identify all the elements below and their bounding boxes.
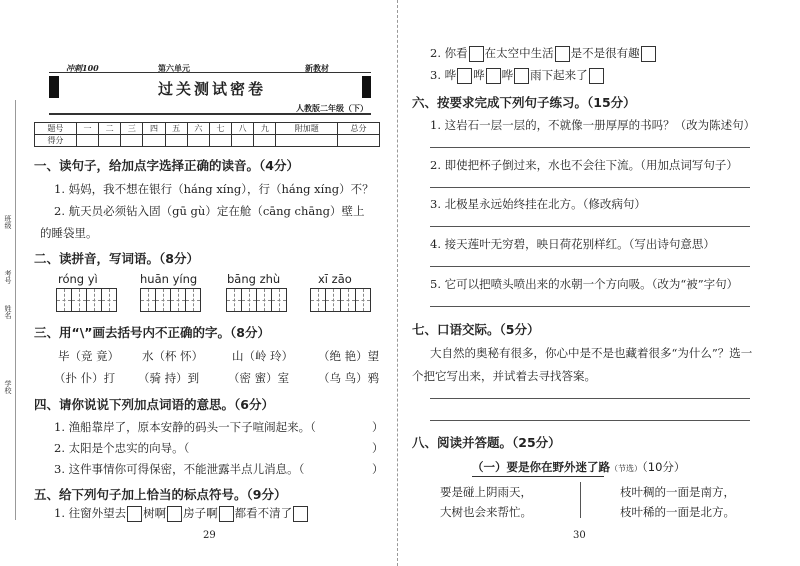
choice-item[interactable]: （乌 鸟）鸦 [318, 371, 380, 385]
section-4-q2: 2. 太阳是个忠实的向导。（ [54, 441, 190, 455]
score-cell[interactable] [187, 135, 209, 147]
answer-line[interactable] [430, 187, 750, 188]
q1-part: 树啊 [143, 506, 167, 520]
score-cell[interactable] [209, 135, 231, 147]
section-7-paragraph-line2: 个把它写出来，并试着去寻找答案。 [412, 369, 596, 383]
q3-part: 3. 哗 [430, 68, 457, 82]
score-header-cell: 一 [76, 123, 98, 135]
answer-line[interactable] [430, 398, 750, 399]
header-edition: 新教材 [305, 63, 329, 73]
page-number-left: 29 [203, 530, 216, 541]
score-table [34, 122, 380, 147]
punctuation-box[interactable] [486, 68, 501, 84]
pinyin-3: bāng zhù [227, 272, 281, 286]
section-6-q1: 1. 这岩石一层一层的，不就像一册厚厚的书吗？（改为陈述句） [430, 118, 756, 132]
reading-subtitle-underline [472, 476, 604, 477]
grid-cell[interactable] [71, 288, 87, 312]
grid-cell[interactable] [325, 288, 341, 312]
pinyin-4: xī zāo [318, 272, 352, 286]
writing-grid-3[interactable] [226, 288, 286, 312]
punctuation-box[interactable] [555, 46, 570, 62]
section-1-q2: 2. 航天员必须钻入固（gū gù）定在舱（cāng chāng）壁上 [54, 204, 365, 218]
answer-line[interactable] [430, 226, 750, 227]
section-1-q2-continued: 的睡袋里。 [40, 226, 98, 240]
poem-right-line1: 枝叶稠的一面是南方， [620, 485, 735, 499]
score-header-cell: 四 [143, 123, 165, 135]
section-5-q1 [54, 505, 309, 522]
punctuation-box[interactable] [514, 68, 529, 84]
score-cell[interactable] [254, 135, 276, 147]
score-header-cell: 题号 [35, 123, 77, 135]
score-cell[interactable] [338, 135, 380, 147]
header-brand: 冲刺100 [66, 63, 99, 73]
section-1-q1: 1. 妈妈，我不想在银行（háng xíng），行（háng xíng）不？ [54, 182, 374, 196]
grid-cell[interactable] [185, 288, 201, 312]
score-cell[interactable] [121, 135, 143, 147]
section-4-q3: 3. 这件事情你可得保密，不能泄露半点儿消息。（ [54, 462, 305, 476]
writing-grid-1[interactable] [56, 288, 116, 312]
section-8-title: 八、阅读并答题。（25分） [412, 435, 561, 450]
punctuation-box[interactable] [469, 46, 484, 62]
score-header-cell: 三 [121, 123, 143, 135]
answer-line[interactable] [430, 147, 750, 148]
q3-part: 哗 [473, 68, 485, 82]
score-cell[interactable] [99, 135, 121, 147]
page-title: 过关测试密卷 [158, 80, 267, 98]
punctuation-box[interactable] [127, 506, 142, 522]
punctuation-box[interactable] [293, 506, 308, 522]
writing-grid-4[interactable] [310, 288, 370, 312]
q1-part: 房子啊 [183, 506, 218, 520]
grid-cell[interactable] [256, 288, 272, 312]
grid-cell[interactable] [86, 288, 102, 312]
header-grade: 人教版二年级（下） [296, 103, 368, 113]
margin-line [15, 100, 16, 520]
grid-cell[interactable] [170, 288, 186, 312]
answer-close-paren: ） [372, 441, 384, 455]
choice-item[interactable]: （扑 仆）打 [54, 371, 116, 385]
score-table-score-row [35, 135, 380, 147]
score-cell[interactable] [165, 135, 187, 147]
score-header-cell: 五 [165, 123, 187, 135]
score-table-header-row [35, 123, 380, 135]
reading-subtitle-note: （节选） [610, 464, 642, 473]
q1-part: 都看不清了 [234, 506, 293, 520]
pinyin-2: huān yíng [140, 272, 198, 286]
q2-part: 2. 你看 [430, 46, 468, 60]
score-header-cell: 二 [99, 123, 121, 135]
header-right-bar [362, 76, 371, 98]
grid-cell[interactable] [140, 288, 156, 312]
header-unit: 第六单元 [158, 63, 190, 73]
poem-divider [580, 482, 581, 518]
grid-cell[interactable] [355, 288, 371, 312]
page-number-right: 30 [573, 530, 586, 541]
poem-right-line2: 枝叶稀的一面是北方。 [620, 505, 735, 519]
section-3-title: 三、用“\”画去括号内不正确的字。（8分） [34, 325, 270, 340]
punctuation-box[interactable] [457, 68, 472, 84]
poem-left-line1: 要是碰上阴雨天， [440, 485, 532, 499]
score-header-cell: 六 [187, 123, 209, 135]
choice-item[interactable]: 山（岭 玲） [232, 349, 294, 363]
choice-item[interactable]: （骑 持）到 [138, 371, 200, 385]
grid-cell[interactable] [155, 288, 171, 312]
score-header-cell: 七 [209, 123, 231, 135]
score-header-cell: 九 [254, 123, 276, 135]
grid-cell[interactable] [271, 288, 287, 312]
header-bottom-rule [49, 113, 371, 115]
section-6-q2: 2. 即使把杯子倒过来，水也不会往下流。（用加点词写句子） [430, 158, 738, 172]
answer-close-paren: ） [372, 420, 384, 434]
score-cell[interactable] [276, 135, 338, 147]
section-1-title: 一、读句子，给加点字选择正确的读音。（4分） [34, 158, 299, 173]
score-cell[interactable] [143, 135, 165, 147]
q3-part: 哗 [501, 68, 514, 82]
punctuation-box[interactable] [589, 68, 604, 84]
margin-label-class: 班级 [4, 215, 12, 229]
q3-part: 雨下起来了 [530, 68, 588, 82]
answer-line[interactable] [430, 266, 750, 267]
q2-part: 是不是很有趣 [570, 46, 640, 60]
choice-item[interactable]: 毕（竞 竟） [58, 349, 120, 363]
section-6-q3: 3. 北极星永远始终挂在北方。（修改病句） [430, 197, 646, 211]
reading-subtitle [472, 459, 685, 475]
right-q3 [430, 67, 605, 84]
choice-item[interactable]: 水（杯 怀） [142, 349, 204, 363]
right-q2 [430, 45, 657, 62]
page-divider [397, 0, 398, 566]
answer-line[interactable] [430, 420, 750, 421]
grid-cell[interactable] [310, 288, 326, 312]
section-2-title: 二、读拼音，写词语。（8分） [34, 251, 199, 266]
score-cell[interactable] [76, 135, 98, 147]
choice-item[interactable]: （绝 艳）望 [318, 349, 380, 363]
section-7-paragraph-line1: 大自然的奥秘有很多，你心中是不是也藏着很多“为什么”？选一 [430, 346, 753, 360]
pinyin-1: róng yì [58, 272, 98, 286]
section-6-title: 六、按要求完成下列句子练习。（15分） [412, 95, 636, 110]
margin-label-school: 学校 [4, 380, 12, 394]
grid-cell[interactable] [56, 288, 72, 312]
q1-part: 1. 往窗外望去 [54, 506, 127, 520]
score-label-cell: 得分 [35, 135, 77, 147]
header-left-bar [49, 76, 59, 98]
grid-cell[interactable] [241, 288, 257, 312]
section-4-q1: 1. 渔船靠岸了，原本安静的码头一下子喧闹起来。（ [54, 420, 316, 434]
score-header-cell: 八 [232, 123, 254, 135]
score-header-cell: 总分 [338, 123, 380, 135]
poem-left-line2: 大树也会来帮忙。 [440, 505, 532, 519]
punctuation-box[interactable] [219, 506, 234, 522]
q2-part: 在太空中生活 [484, 46, 554, 60]
grid-cell[interactable] [340, 288, 356, 312]
grid-cell[interactable] [226, 288, 242, 312]
score-header-cell: 附加题 [276, 123, 338, 135]
grid-cell[interactable] [101, 288, 117, 312]
writing-grid-2[interactable] [140, 288, 200, 312]
margin-label-exam-no: 考号 [4, 270, 12, 284]
answer-close-paren: ） [372, 462, 384, 476]
choice-item[interactable]: （密 蜜）室 [228, 371, 290, 385]
answer-line[interactable] [430, 306, 750, 307]
section-4-title: 四、请你说说下列加点词语的意思。（6分） [34, 397, 274, 412]
section-6-q5: 5. 它可以把喷头喷出来的水朝一个方向吸。（改为“被”字句） [430, 277, 739, 291]
section-5-title: 五、给下列句子加上恰当的标点符号。（9分） [34, 487, 287, 502]
score-cell[interactable] [232, 135, 254, 147]
section-6-q4: 4. 接天莲叶无穷碧，映日荷花别样红。（写出诗句意思） [430, 237, 715, 251]
section-7-title: 七、口语交际。（5分） [412, 322, 540, 337]
reading-subtitle-text: （一）要是你在野外迷了路 [472, 460, 610, 474]
margin-label-name: 姓名 [4, 305, 12, 319]
reading-subtitle-score: （10分） [642, 460, 686, 474]
punctuation-box[interactable] [641, 46, 656, 62]
punctuation-box[interactable] [167, 506, 182, 522]
